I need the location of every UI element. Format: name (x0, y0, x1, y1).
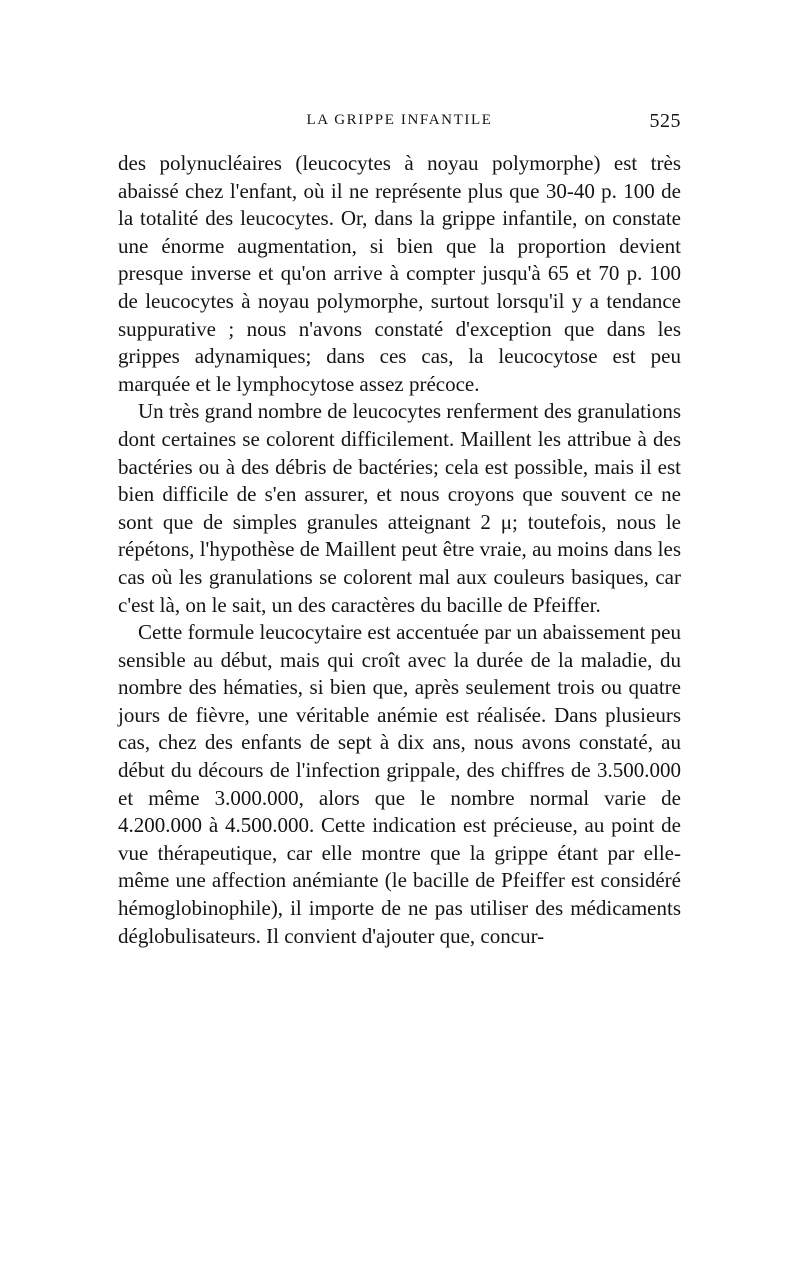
paragraph-continuation: des polynucléaires (leucocytes à noyau polymorphe) est très abaissé chez l'enfant, où il ne représente plus que 30-40 p. 100 de la totalité des leucocytes. Or, dans la grippe infantile, on constate une énorme augmentation, si bien que la proportion devient presque inverse et qu'on arrive à compter jusqu'à 65 et 70 p. 100 de leucocytes à noyau polymorphe, surtout lorsqu'il y a tendance suppurative ; nous n'avons constaté d'exception que dans les grippes adynamiques; dans ces cas, la leucocytose est peu marquée et le lymphocytose assez précoce. (118, 151, 681, 396)
running-title: LA GRIPPE INFANTILE (306, 112, 493, 128)
body-text (118, 150, 681, 950)
paragraph-granulations: Un très grand nombre de leucocytes renferment des granulations dont certaines se colorent difficilement. Maillent les attribue à des bactéries ou à des débris de bactéries; cela est possible, mais il est bien difficile de s'en assurer, et nous croyons que souvent ce ne sont que de simples granules atteignant 2 μ; toutefois, nous le répétons, l'hypothèse de Maillent peut être vraie, au moins dans les cas où les granulations se colorent mal aux couleurs basiques, car c'est là, on le sait, un des caractères du bacille de Pfeiffer. (118, 399, 681, 617)
paragraph-formule-leucocytaire: Cette formule leucocytaire est accentuée par un abaissement peu sensible au début, mais qui croît avec la durée de la maladie, du nombre des hématies, si bien que, après seulement trois ou quatre jours de fièvre, une véritable anémie est réalisée. Dans plusieurs cas, chez des enfants de sept à dix ans, nous avons constaté, au début du décours de l'infection grippale, des chiffres de 3.500.000 et même 3.000.000, alors que le nombre normal varie de 4.200.000 à 4.500.000. Cette indication est précieuse, au point de vue thérapeutique, car elle montre que la grippe étant par elle-même une affection anémiante (le bacille de Pfeiffer est considéré hémoglobinophile), il importe de ne pas utiliser des médicaments déglobulisateurs. Il convient d'ajouter que, concur- (118, 620, 681, 948)
running-head (118, 112, 681, 136)
page-number: 525 (649, 110, 681, 132)
